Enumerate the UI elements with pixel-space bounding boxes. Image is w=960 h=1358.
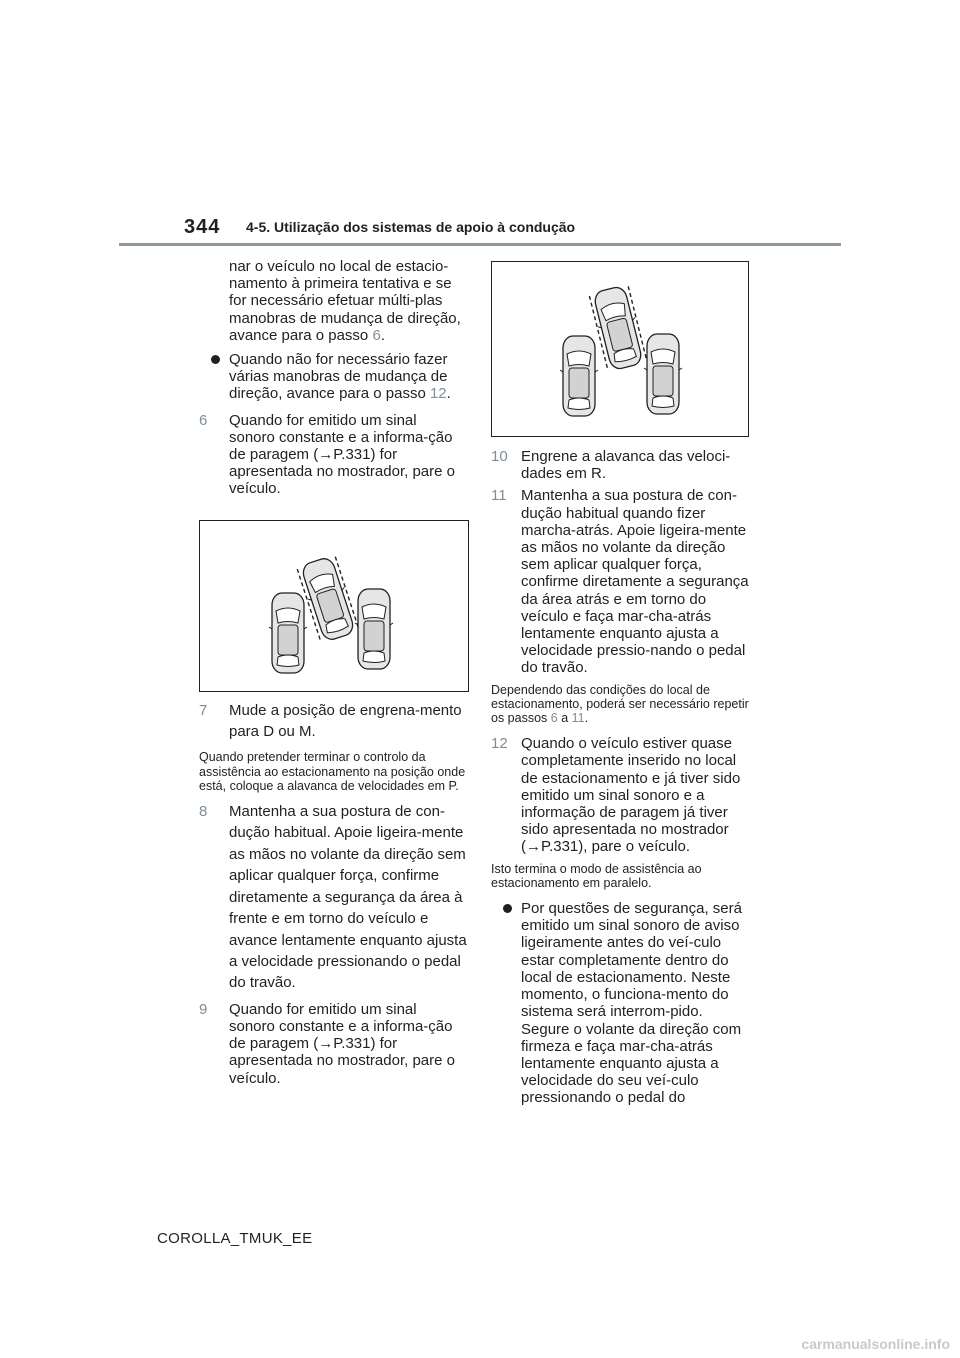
step-text: Quando for emitido um sinal sonoro constante e a informa-ção de paragem (→P.331) for apresentada no mostrador, pare o veículo. bbox=[229, 411, 455, 498]
left-column bbox=[199, 258, 471, 1087]
page-number: 344 bbox=[184, 216, 221, 238]
step-9 bbox=[199, 1001, 471, 1087]
bullet-end: . bbox=[446, 385, 451, 403]
step-text: Engrene a alavanca das veloci-dades em R. bbox=[521, 448, 731, 483]
step-number: 12 bbox=[491, 735, 508, 753]
step-number: 10 bbox=[491, 448, 508, 465]
note-text: Dependendo das condições do local de estacionamento, poderá ser necessário repetir os passos bbox=[491, 682, 749, 726]
step-ref: 6 bbox=[372, 326, 381, 344]
step-text: Mantenha a sua postura de con-dução habitual. Apoie ligeira-mente as mãos no volante da direção sem aplicar qualquer força, confirme diretamente a segurança da área à frente e em torno do veículo e avance lentamente enquanto ajusta a velocidade pressionando o pedal do travão. bbox=[229, 803, 467, 992]
step-text: Mude a posição de engrena-mento para D ou M. bbox=[229, 701, 462, 741]
parking-illustration bbox=[492, 262, 748, 436]
note-text: a bbox=[557, 711, 572, 726]
watermark: carmanualsonline.info bbox=[801, 1336, 950, 1352]
step-ref: 12 bbox=[429, 385, 447, 403]
bullet-text bbox=[229, 351, 471, 403]
step-text: Mantenha a sua postura de con-dução habitual quando fizer marcha-atrás. Apoie ligeira-mente as mãos no volante da direção sem aplicar qualquer força, confirme diretamente a segurança da área atrás e em torno do veículo e faça mar-cha-atrás lentamente enquanto ajusta a velocidade pressio-nando o pedal do travão. bbox=[521, 487, 749, 677]
intro-text: nar o veículo no local de estacio-namento à primeira tentativa e se for necessário efetuar múlti-plas manobras de mudança de direção, avance para o passo bbox=[229, 258, 461, 344]
step-number: 6 bbox=[199, 411, 208, 429]
bullet-body: Quando não for necessário fazer várias manobras de mudança de direção, avance para o passo bbox=[229, 351, 448, 403]
step-text: Quando o veículo estiver quase completamente inserido no local de estacionamento e já tiver sido emitido um sinal sonoro e a informação de paragem já tiver sido apresentada no mostrador (→P.331), pare o veículo. bbox=[521, 735, 741, 856]
step-11 bbox=[491, 487, 753, 676]
section-title: 4-5. Utilização dos sistemas de apoio à condução bbox=[246, 219, 576, 235]
step-7 bbox=[199, 700, 471, 743]
parking-figure-1 bbox=[199, 520, 469, 692]
footer-doc-code: COROLLA_TMUK_EE bbox=[157, 1230, 313, 1247]
intro-end: . bbox=[380, 326, 385, 344]
bullet-item bbox=[199, 351, 471, 403]
bullet-dot-icon bbox=[491, 900, 521, 1106]
step-number: 9 bbox=[199, 1000, 208, 1018]
right-column bbox=[491, 261, 753, 1107]
step-12 bbox=[491, 735, 753, 855]
header-rule bbox=[119, 243, 841, 246]
step-11-note bbox=[491, 683, 753, 726]
parking-illustration bbox=[200, 521, 468, 691]
step-12-note: Isto termina o modo de assistência ao estacionamento em paralelo. bbox=[491, 861, 702, 890]
parking-figure-2 bbox=[491, 261, 749, 437]
bullet-item bbox=[491, 900, 753, 1106]
step-ref: 11 bbox=[571, 711, 585, 726]
step-number: 11 bbox=[491, 487, 507, 505]
step-6 bbox=[199, 412, 471, 498]
step-10 bbox=[491, 448, 753, 482]
bullet-text: Por questões de segurança, será emitido um sinal sonoro de aviso ligeiramente antes do veí-culo estar completamente dentro do local de estacionamento. Neste momento, o funciona-mento do sistema será interrom-pido. Segure o volante da direção com firmeza e faça mar-cha-atrás lentamente enquanto ajusta a velocidade do seu veí-culo pressionando o pedal do bbox=[521, 900, 742, 1107]
step-8 bbox=[199, 801, 471, 994]
bullet-dot-icon bbox=[199, 351, 229, 403]
step-ref: 6 bbox=[550, 711, 558, 726]
note-text: . bbox=[584, 711, 589, 726]
step-number: 7 bbox=[199, 701, 208, 719]
intro-continuation bbox=[199, 258, 471, 344]
step-text: Quando for emitido um sinal sonoro constante e a informa-ção de paragem (→P.331) for apresentada no mostrador, pare o veículo. bbox=[229, 1000, 455, 1087]
step-7-note: Quando pretender terminar o controlo da assistência ao estacionamento na posição onde está, coloque a alavanca de velocidades em P. bbox=[199, 750, 466, 793]
step-number: 8 bbox=[199, 803, 208, 821]
